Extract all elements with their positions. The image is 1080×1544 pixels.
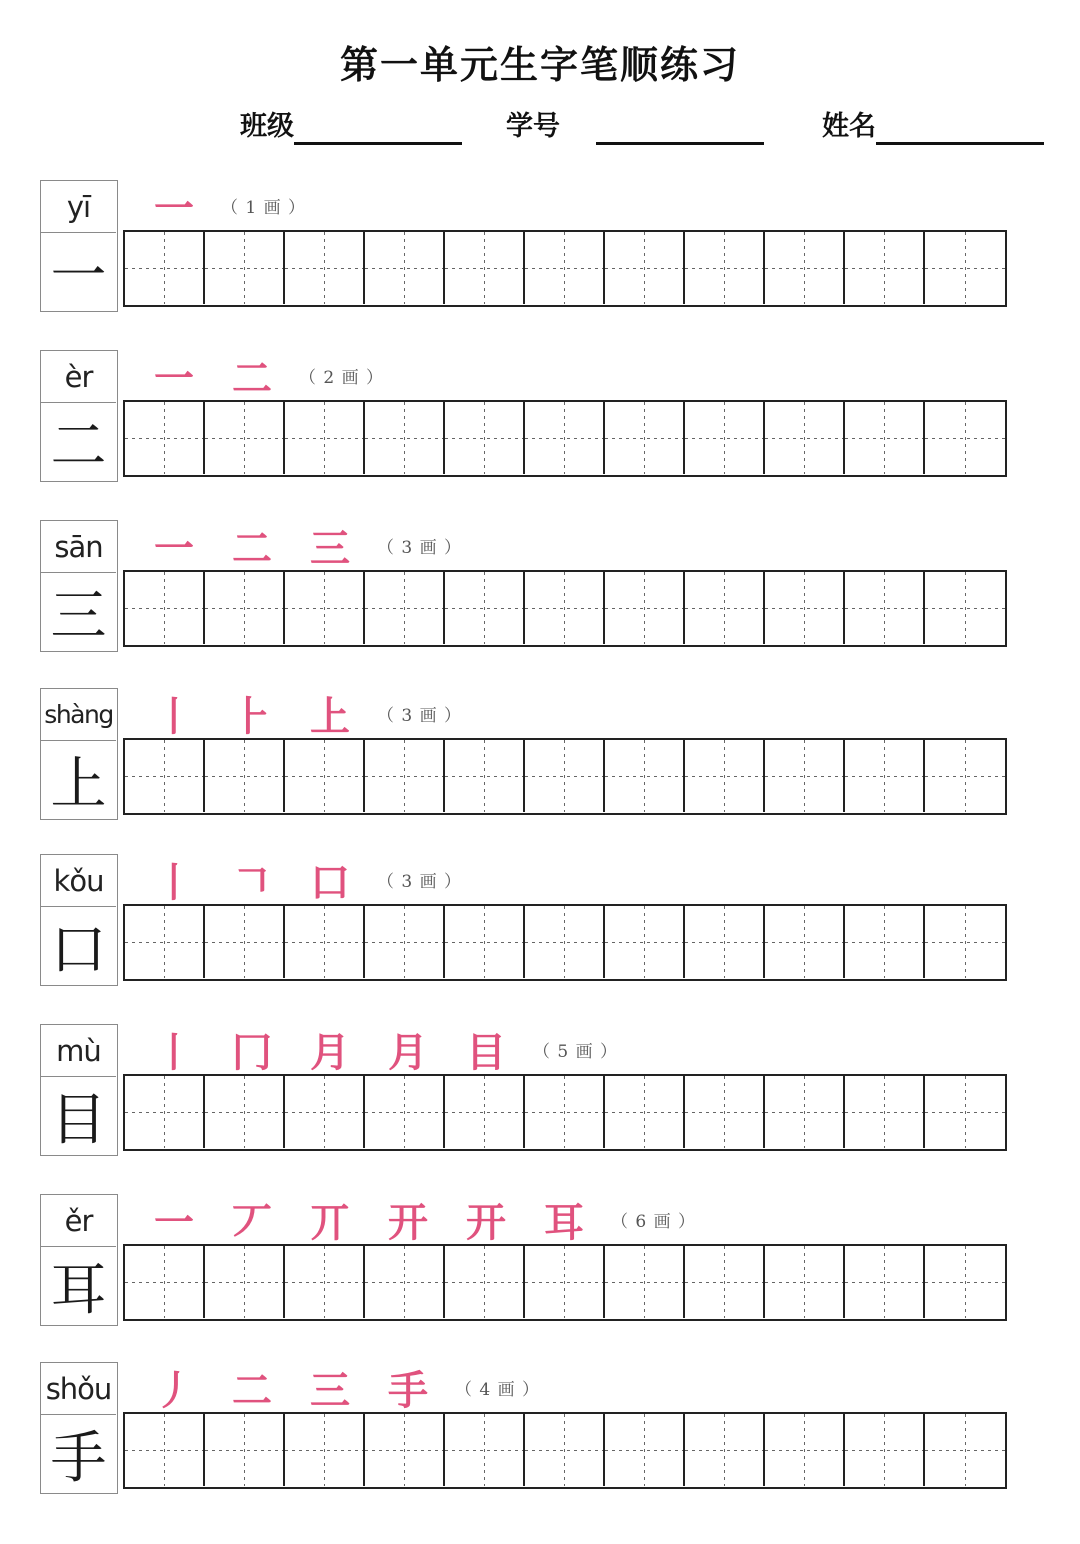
stroke-step: 一 [154, 524, 194, 572]
stroke-step: 月 [388, 1028, 428, 1076]
practice-row [40, 1024, 1020, 1159]
stroke-step: 三 [310, 1366, 350, 1414]
tianzige-cell[interactable] [205, 572, 285, 644]
model-character: 口 [50, 917, 107, 983]
tianzige-cell[interactable] [605, 1414, 685, 1486]
class-blank[interactable] [294, 108, 462, 145]
name-field[interactable] [822, 108, 1044, 145]
tianzige-cell[interactable] [365, 740, 445, 812]
stroke-count: （ 4 画 ） [455, 1379, 541, 1400]
tianzige-cell[interactable] [365, 906, 445, 978]
tianzige-cell[interactable] [845, 1076, 925, 1148]
tianzige-cell[interactable] [205, 906, 285, 978]
tianzige-cell[interactable] [925, 1414, 1005, 1486]
pinyin-label: ěr [41, 1195, 116, 1247]
practice-row [40, 854, 1020, 989]
tianzige-cell[interactable] [445, 1414, 525, 1486]
model-character: 上 [50, 751, 107, 817]
tianzige-cell[interactable] [685, 1246, 765, 1318]
stroke-step: 冂 [232, 1028, 272, 1076]
tianzige-cell[interactable] [525, 402, 605, 474]
character-card [40, 180, 118, 312]
stroke-count: （ 3 画 ） [377, 705, 463, 726]
tianzige-cell[interactable] [445, 906, 525, 978]
tianzige-cell[interactable] [845, 1246, 925, 1318]
stroke-step: 一 [154, 1198, 194, 1246]
stroke-step: 耳 [544, 1198, 584, 1246]
tianzige-cell[interactable] [285, 572, 365, 644]
character-card [40, 688, 118, 820]
tianzige-cell[interactable] [925, 402, 1005, 474]
writing-grid [123, 400, 1007, 477]
stroke-order-sequence [135, 1194, 696, 1244]
tianzige-cell[interactable] [125, 1246, 205, 1318]
stroke-step: 丿 [154, 1366, 194, 1414]
tianzige-cell[interactable] [205, 1246, 285, 1318]
stroke-step: 丌 [310, 1198, 350, 1246]
stroke-order-sequence [135, 520, 462, 570]
tianzige-cell[interactable] [605, 232, 685, 304]
tianzige-cell[interactable] [605, 1076, 685, 1148]
stroke-step: 手 [388, 1366, 428, 1414]
model-character: 二 [50, 413, 107, 479]
stroke-step: 三 [310, 524, 350, 572]
tianzige-cell[interactable] [205, 1076, 285, 1148]
writing-grid [123, 1412, 1007, 1489]
tianzige-cell[interactable] [365, 232, 445, 304]
tianzige-cell[interactable] [845, 906, 925, 978]
tianzige-cell[interactable] [365, 1414, 445, 1486]
tianzige-cell[interactable] [845, 572, 925, 644]
tianzige-cell[interactable] [605, 402, 685, 474]
practice-row [40, 520, 1020, 655]
student-id-blank[interactable] [596, 108, 764, 145]
stroke-count: （ 2 画 ） [299, 367, 385, 388]
tianzige-cell[interactable] [205, 740, 285, 812]
character-card [40, 1024, 118, 1156]
tianzige-cell[interactable] [445, 1076, 525, 1148]
model-character: 目 [50, 1087, 107, 1153]
tianzige-cell[interactable] [845, 1414, 925, 1486]
student-id-label: 学号 [506, 111, 560, 142]
stroke-step: 二 [232, 524, 272, 572]
tianzige-cell[interactable] [125, 572, 205, 644]
tianzige-cell[interactable] [765, 1076, 845, 1148]
tianzige-cell[interactable] [685, 572, 765, 644]
tianzige-cell[interactable] [125, 1414, 205, 1486]
tianzige-cell[interactable] [605, 906, 685, 978]
model-character: 三 [50, 583, 107, 649]
tianzige-cell[interactable] [525, 906, 605, 978]
writing-grid [123, 230, 1007, 307]
practice-row [40, 1362, 1020, 1497]
writing-grid [123, 1244, 1007, 1321]
character-card [40, 1194, 118, 1326]
practice-row [40, 688, 1020, 823]
tianzige-cell[interactable] [285, 402, 365, 474]
tianzige-cell[interactable] [445, 402, 525, 474]
pinyin-label: kǒu [41, 855, 116, 907]
tianzige-cell[interactable] [365, 1246, 445, 1318]
name-label: 姓名 [822, 111, 876, 142]
pinyin-label: yī [41, 181, 116, 233]
character-card [40, 520, 118, 652]
tianzige-cell[interactable] [765, 906, 845, 978]
tianzige-cell[interactable] [525, 232, 605, 304]
tianzige-cell[interactable] [685, 1414, 765, 1486]
tianzige-cell[interactable] [525, 572, 605, 644]
tianzige-cell[interactable] [525, 1246, 605, 1318]
stroke-step: 上 [310, 692, 350, 740]
tianzige-cell[interactable] [285, 740, 365, 812]
student-id-field[interactable] [506, 108, 764, 145]
tianzige-cell[interactable] [365, 572, 445, 644]
stroke-count: （ 3 画 ） [377, 537, 463, 558]
stroke-step: 开 [388, 1198, 428, 1246]
practice-row [40, 1194, 1020, 1329]
page-title: 第一单元生字笔顺练习 [339, 42, 740, 87]
tianzige-cell[interactable] [285, 1246, 365, 1318]
stroke-step: 丨 [154, 692, 194, 740]
stroke-step: 丨 [154, 1028, 194, 1076]
pinyin-label: mù [41, 1025, 116, 1077]
stroke-order-sequence [135, 350, 384, 400]
stroke-step: 一 [154, 184, 194, 232]
stroke-count: （ 1 画 ） [221, 197, 307, 218]
class-field[interactable] [240, 108, 462, 145]
writing-grid [123, 904, 1007, 981]
tianzige-cell[interactable] [685, 740, 765, 812]
stroke-step: 目 [466, 1028, 506, 1076]
pinyin-label: shàng [41, 689, 116, 741]
character-card [40, 350, 118, 482]
tianzige-cell[interactable] [445, 1246, 525, 1318]
writing-grid [123, 738, 1007, 815]
pinyin-label: sān [41, 521, 116, 573]
student-info-row [0, 108, 1080, 152]
tianzige-cell[interactable] [125, 1076, 205, 1148]
tianzige-cell[interactable] [765, 402, 845, 474]
model-character: 手 [50, 1425, 107, 1491]
tianzige-cell[interactable] [285, 232, 365, 304]
pinyin-label: shǒu [41, 1363, 116, 1415]
tianzige-cell[interactable] [205, 402, 285, 474]
tianzige-cell[interactable] [845, 402, 925, 474]
tianzige-cell[interactable] [685, 232, 765, 304]
tianzige-cell[interactable] [365, 402, 445, 474]
stroke-step: 𠃍 [232, 858, 272, 906]
tianzige-cell[interactable] [125, 232, 205, 304]
stroke-order-sequence [135, 180, 306, 230]
tianzige-cell[interactable] [285, 906, 365, 978]
tianzige-cell[interactable] [605, 1246, 685, 1318]
tianzige-cell[interactable] [925, 232, 1005, 304]
character-card [40, 1362, 118, 1494]
tianzige-cell[interactable] [925, 740, 1005, 812]
model-character: 一 [50, 243, 107, 309]
tianzige-cell[interactable] [605, 572, 685, 644]
stroke-step: 二 [232, 354, 272, 402]
tianzige-cell[interactable] [925, 572, 1005, 644]
stroke-step: 二 [232, 1366, 272, 1414]
stroke-step: 月 [310, 1028, 350, 1076]
tianzige-cell[interactable] [845, 740, 925, 812]
stroke-order-sequence [135, 688, 462, 738]
tianzige-cell[interactable] [765, 572, 845, 644]
tianzige-cell[interactable] [525, 740, 605, 812]
character-card [40, 854, 118, 986]
tianzige-cell[interactable] [285, 1076, 365, 1148]
tianzige-cell[interactable] [125, 906, 205, 978]
stroke-order-sequence [135, 1024, 618, 1074]
writing-grid [123, 1074, 1007, 1151]
tianzige-cell[interactable] [125, 740, 205, 812]
stroke-count: （ 3 画 ） [377, 871, 463, 892]
tianzige-cell[interactable] [765, 1414, 845, 1486]
tianzige-cell[interactable] [445, 572, 525, 644]
tianzige-cell[interactable] [925, 906, 1005, 978]
tianzige-cell[interactable] [685, 402, 765, 474]
tianzige-cell[interactable] [765, 740, 845, 812]
tianzige-cell[interactable] [685, 906, 765, 978]
stroke-step: 丆 [232, 1198, 272, 1246]
stroke-count: （ 6 画 ） [611, 1211, 697, 1232]
tianzige-cell[interactable] [765, 232, 845, 304]
tianzige-cell[interactable] [125, 402, 205, 474]
tianzige-cell[interactable] [205, 232, 285, 304]
stroke-count: （ 5 画 ） [533, 1041, 619, 1062]
name-blank[interactable] [876, 108, 1044, 145]
stroke-order-sequence [135, 1362, 540, 1412]
tianzige-cell[interactable] [525, 1414, 605, 1486]
tianzige-cell[interactable] [445, 740, 525, 812]
stroke-step: 口 [310, 858, 350, 906]
tianzige-cell[interactable] [365, 1076, 445, 1148]
pinyin-label: èr [41, 351, 116, 403]
tianzige-cell[interactable] [685, 1076, 765, 1148]
tianzige-cell[interactable] [205, 1414, 285, 1486]
stroke-step: 一 [154, 354, 194, 402]
stroke-order-sequence [135, 854, 462, 904]
class-label: 班级 [240, 111, 294, 142]
tianzige-cell[interactable] [525, 1076, 605, 1148]
practice-row [40, 180, 1020, 315]
tianzige-cell[interactable] [445, 232, 525, 304]
stroke-step: ⺊ [232, 692, 272, 740]
tianzige-cell[interactable] [925, 1076, 1005, 1148]
model-character: 耳 [50, 1257, 107, 1323]
practice-row [40, 350, 1020, 485]
stroke-step: 开 [466, 1198, 506, 1246]
writing-grid [123, 570, 1007, 647]
tianzige-cell[interactable] [845, 232, 925, 304]
tianzige-cell[interactable] [765, 1246, 845, 1318]
tianzige-cell[interactable] [925, 1246, 1005, 1318]
tianzige-cell[interactable] [285, 1414, 365, 1486]
stroke-step: 丨 [154, 858, 194, 906]
tianzige-cell[interactable] [605, 740, 685, 812]
